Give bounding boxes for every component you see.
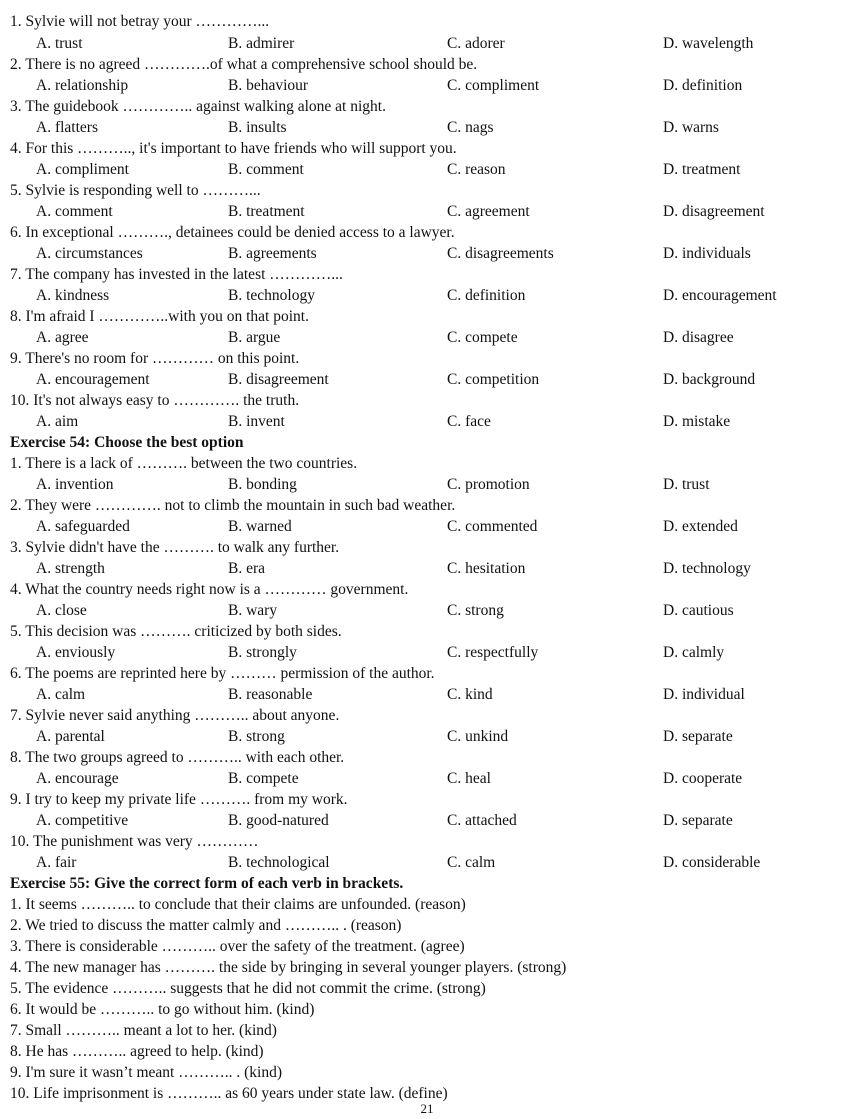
option-a: A. encouragement	[36, 371, 150, 388]
option-b: B. bonding	[228, 476, 297, 493]
question-line: 7. The company has invested in the latest …………...	[10, 266, 343, 283]
option-c: C. unkind	[447, 728, 509, 745]
exercise-54-title: Exercise 54: Choose the best option	[10, 434, 244, 451]
option-b: B. argue	[228, 329, 281, 346]
option-c: C. respectfully	[447, 644, 539, 661]
options-row	[10, 243, 844, 264]
question-line: 4. What the country needs right now is a ………… government.	[10, 581, 409, 598]
option-a: A. close	[36, 602, 87, 619]
option-c: C. agreement	[447, 203, 530, 220]
option-d: D. cooperate	[663, 770, 743, 787]
question-line: 4. For this ……….., it's important to have friends who will support you.	[10, 140, 457, 157]
option-b: B. era	[228, 560, 266, 577]
question-line: 8. I'm afraid I …………..with you on that point.	[10, 308, 309, 325]
question-line: 4. The new manager has ………. the side by bringing in several younger players. (strong)	[10, 959, 567, 976]
options-row	[10, 684, 844, 705]
option-b: B. agreements	[228, 245, 317, 262]
option-d: D. background	[663, 371, 756, 388]
option-d: D. considerable	[663, 854, 761, 871]
options-row	[10, 369, 844, 390]
question-line: 5. The evidence ……….. suggests that he did not commit the crime. (strong)	[10, 980, 486, 997]
option-c: C. heal	[447, 770, 491, 787]
options-row	[10, 768, 844, 789]
options-row	[10, 600, 844, 621]
option-a: A. kindness	[36, 287, 110, 304]
question-line: 6. The poems are reprinted here by ……… permission of the author.	[10, 665, 435, 682]
option-b: B. compete	[228, 770, 299, 787]
options-row	[10, 327, 844, 348]
question-line: 1. Sylvie will not betray your …………...	[10, 13, 270, 30]
options-row	[10, 33, 844, 54]
option-b: B. good-natured	[228, 812, 329, 829]
option-c: C. commented	[447, 518, 538, 535]
option-a: A. circumstances	[36, 245, 143, 262]
question-line: 9. I'm sure it wasn’t meant ……….. . (kind)	[10, 1064, 282, 1081]
option-b: B. disagreement	[228, 371, 329, 388]
options-row	[10, 474, 844, 495]
exercise-55-title: Exercise 55: Give the correct form of each verb in brackets.	[10, 875, 404, 892]
question-line: 1. There is a lack of ………. between the two countries.	[10, 455, 358, 472]
question-line: 3. Sylvie didn't have the ………. to walk any further.	[10, 539, 340, 556]
option-b: B. insults	[228, 119, 287, 136]
option-a: A. calm	[36, 686, 86, 703]
question-line: 2. We tried to discuss the matter calmly and ……….. . (reason)	[10, 917, 402, 934]
question-line: 8. He has ……….. agreed to help. (kind)	[10, 1043, 264, 1060]
question-line: 2. There is no agreed ………….of what a comprehensive school should be.	[10, 56, 478, 73]
option-d: D. encouragement	[663, 287, 777, 304]
option-c: C. calm	[447, 854, 496, 871]
option-a: A. strength	[36, 560, 105, 577]
option-d: D. trust	[663, 476, 710, 493]
option-d: D. disagree	[663, 329, 734, 346]
options-row	[10, 852, 844, 873]
option-b: B. treatment	[228, 203, 305, 220]
option-a: A. parental	[36, 728, 105, 745]
option-a: A. encourage	[36, 770, 119, 787]
options-row	[10, 201, 844, 222]
question-line: 10. It's not always easy to …………. the truth.	[10, 392, 300, 409]
option-a: A. compliment	[36, 161, 129, 178]
option-c: C. kind	[447, 686, 493, 703]
option-b: B. technology	[228, 287, 315, 304]
option-b: B. reasonable	[228, 686, 313, 703]
option-a: A. enviously	[36, 644, 116, 661]
option-a: A. invention	[36, 476, 114, 493]
option-d: D. separate	[663, 812, 733, 829]
options-row	[10, 75, 844, 96]
question-line: 2. They were …………. not to climb the mountain in such bad weather.	[10, 497, 456, 514]
question-line: 5. Sylvie is responding well to ………...	[10, 182, 261, 199]
option-d: D. disagreement	[663, 203, 765, 220]
option-b: B. strongly	[228, 644, 297, 661]
option-b: B. wary	[228, 602, 278, 619]
option-b: B. warned	[228, 518, 292, 535]
option-d: D. cautious	[663, 602, 734, 619]
option-c: C. adorer	[447, 35, 505, 52]
options-row	[10, 642, 844, 663]
question-line: 5. This decision was ………. criticized by both sides.	[10, 623, 342, 640]
option-a: A. aim	[36, 413, 79, 430]
options-row	[10, 558, 844, 579]
option-b: B. strong	[228, 728, 285, 745]
question-line: 9. I try to keep my private life ………. from my work.	[10, 791, 348, 808]
option-b: B. behaviour	[228, 77, 309, 94]
question-line: 6. It would be ……….. to go without him. (kind)	[10, 1001, 315, 1018]
options-row	[10, 411, 844, 432]
option-b: B. admirer	[228, 35, 295, 52]
option-a: A. agree	[36, 329, 89, 346]
page-number: 21	[420, 1101, 434, 1116]
options-row	[10, 159, 844, 180]
options-row	[10, 726, 844, 747]
option-a: A. fair	[36, 854, 77, 871]
question-line: 3. The guidebook ………….. against walking alone at night.	[10, 98, 386, 115]
question-line: 1. It seems ……….. to conclude that their claims are unfounded. (reason)	[10, 896, 466, 913]
question-line: 7. Sylvie never said anything ……….. about anyone.	[10, 707, 340, 724]
option-c: C. strong	[447, 602, 504, 619]
option-d: D. calmly	[663, 644, 725, 661]
option-d: D. technology	[663, 560, 751, 577]
option-c: C. compete	[447, 329, 518, 346]
question-line: 9. There's no room for ………… on this point.	[10, 350, 300, 367]
option-c: C. face	[447, 413, 491, 430]
option-d: D. individuals	[663, 245, 751, 262]
option-a: A. flatters	[36, 119, 98, 136]
option-a: A. safeguarded	[36, 518, 130, 535]
option-d: D. warns	[663, 119, 719, 136]
option-c: C. nags	[447, 119, 494, 136]
question-line: 10. Life imprisonment is ……….. as 60 years under state law. (define)	[10, 1085, 448, 1102]
option-c: C. promotion	[447, 476, 530, 493]
question-line: 7. Small ……….. meant a lot to her. (kind)	[10, 1022, 277, 1039]
option-d: D. mistake	[663, 413, 731, 430]
option-d: D. extended	[663, 518, 738, 535]
option-c: C. compliment	[447, 77, 540, 94]
option-a: A. relationship	[36, 77, 129, 94]
question-line: 10. The punishment was very …………	[10, 833, 259, 850]
option-b: B. invent	[228, 413, 285, 430]
option-c: C. competition	[447, 371, 540, 388]
question-line: 8. The two groups agreed to ……….. with each other.	[10, 749, 345, 766]
option-d: D. treatment	[663, 161, 741, 178]
option-d: D. definition	[663, 77, 743, 94]
question-line: 6. In exceptional ………., detainees could be denied access to a lawyer.	[10, 224, 455, 241]
option-c: C. attached	[447, 812, 517, 829]
options-row	[10, 810, 844, 831]
option-b: B. comment	[228, 161, 304, 178]
options-row	[10, 117, 844, 138]
options-row	[10, 285, 844, 306]
option-d: D. separate	[663, 728, 733, 745]
question-line: 3. There is considerable ……….. over the safety of the treatment. (agree)	[10, 938, 465, 955]
option-c: C. hesitation	[447, 560, 526, 577]
option-a: A. comment	[36, 203, 113, 220]
options-row	[10, 516, 844, 537]
option-c: C. disagreements	[447, 245, 554, 262]
option-d: D. individual	[663, 686, 745, 703]
option-a: A. trust	[36, 35, 83, 52]
option-a: A. competitive	[36, 812, 129, 829]
option-b: B. technological	[228, 854, 330, 871]
option-d: D. wavelength	[663, 35, 754, 52]
option-c: C. definition	[447, 287, 526, 304]
option-c: C. reason	[447, 161, 506, 178]
